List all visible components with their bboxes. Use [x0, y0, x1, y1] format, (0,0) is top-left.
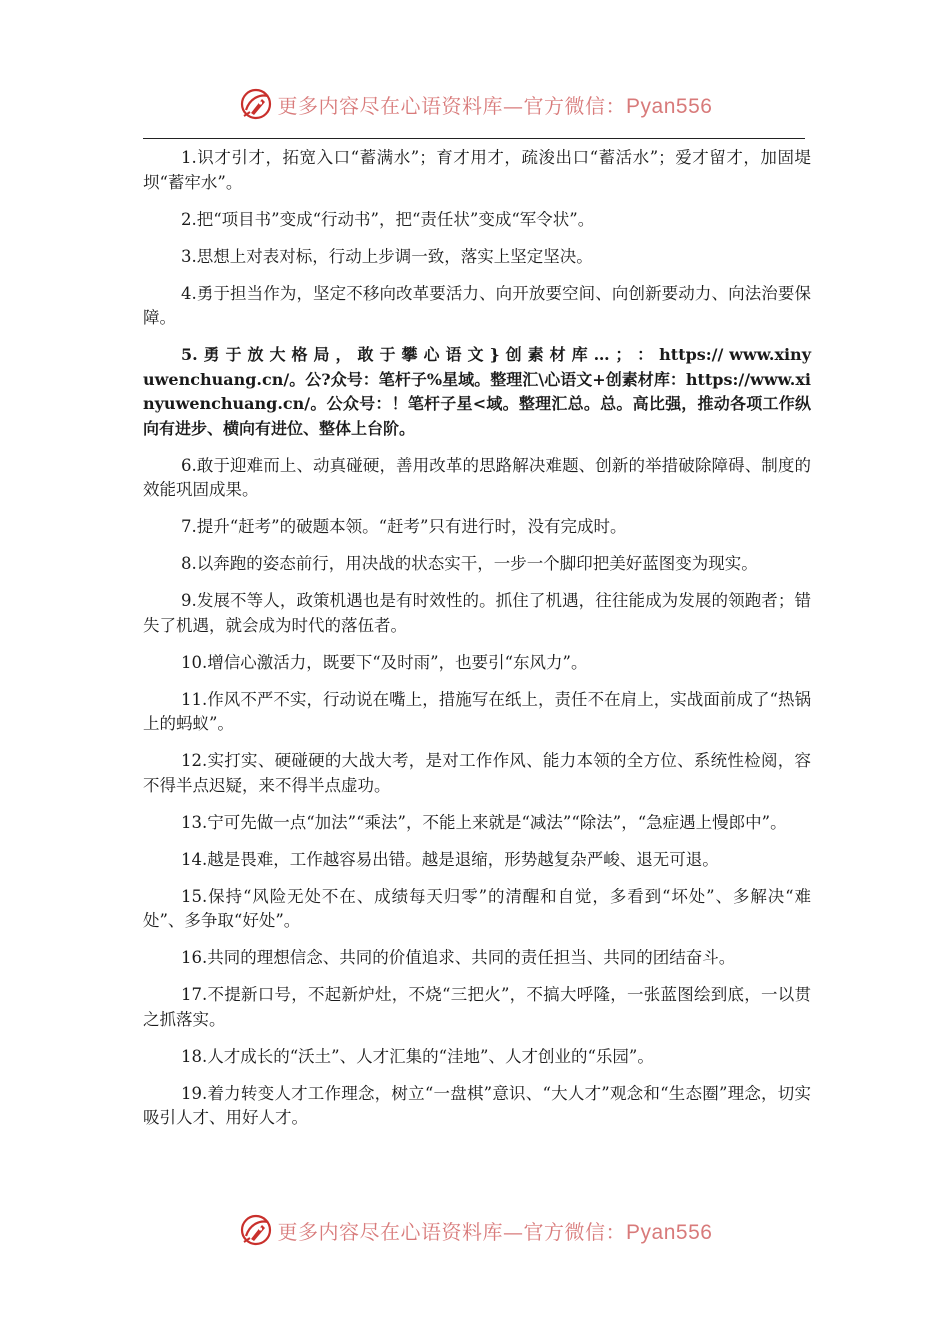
list-item: 16.共同的理想信念、共同的价值追求、共同的责任担当、共同的团结奋斗。 [181, 948, 736, 967]
list-item: 13.宁可先做一点“加法”“乘法”，不能上来就是“减法”“除法”，“急症遇上慢郎中”。 [181, 812, 787, 832]
list-item: 18.人才成长的“沃土”、人才汇集的“洼地”、人才创业的“乐园”。 [181, 1046, 654, 1066]
list-item: 3.思想上对表对标，行动上步调一致，落实上坚定坚决。 [181, 246, 593, 266]
pen-nib-logo-icon [238, 86, 274, 122]
list-item: 11.作风不严不实，行动说在嘴上，措施写在纸上，责任不在肩上，实战面前成了“热锅上的蚂蚁”。 [143, 689, 811, 733]
pen-nib-logo-icon [238, 1212, 274, 1248]
footer-wechat-id: Pyan556 [626, 1220, 713, 1244]
header-banner-cn: 更多内容尽在心语资料库—官方微信： [277, 93, 627, 118]
list-item: 14.越是畏难，工作越容易出错。越是退缩，形势越复杂严峻、退无可退。 [181, 849, 719, 869]
footer-banner-text [278, 1216, 713, 1245]
list-item: 17.不提新口号，不起新炉灶，不烧“三把火”，不搞大呼隆，一张蓝图绘到底，一以贯之抓落实。 [143, 985, 811, 1029]
list-item: 5. 勇 于 放 大 格 局 ， 敢 于 攀 心 语 文 } 创 素 材 库 … ； ： https:// www.xinyuwenchuang.cn/。公?众号：笔杆子%星域。整理汇\心语文+创素材库：https://www.xinyuwenchuang.cn/。公众号：！笔杆子星<域。整理汇总。总。高比强，推动各项工作纵向有进步、横向有进位、整体上台阶。 [143, 345, 811, 438]
list-item: 12.实打实、硬碰硬的大战大考，是对工作作风、能力本领的全方位、系统性检阅，容不得半点迟疑，来不得半点虚功。 [143, 751, 811, 795]
header-wechat-id: Pyan556 [626, 94, 713, 118]
header-divider [143, 138, 805, 139]
list-item: 1.识才引才，拓宽入口“蓄满水”；育才用才，疏浚出口“蓄活水”；爱才留才，加固堤坝“蓄牢水”。 [143, 148, 811, 192]
list-item: 19.着力转变人才工作理念，树立“一盘棋”意识、“大人才”观念和“生态圈”理念，切实吸引人才、用好人才。 [143, 1083, 811, 1127]
list-item: 6.敢于迎难而上、动真碰硬，善用改革的思路解决难题、创新的举措破除障碍、制度的效能巩固成果。 [143, 455, 811, 499]
list-item: 4.勇于担当作为，坚定不移向改革要活力、向开放要空间、向创新要动力、向法治要保障。 [143, 283, 811, 327]
list-item: 10.增信心激活力，既要下“及时雨”，也要引“东风力”。 [181, 652, 588, 672]
footer-banner [0, 1210, 950, 1250]
list-item: 7.提升“赶考”的破题本领。“赶考”只有进行时，没有完成时。 [181, 517, 627, 536]
header-banner [0, 84, 950, 124]
document-body [143, 146, 811, 1143]
list-item: 2.把“项目书”变成“行动书”，把“责任状”变成“军令状”。 [181, 209, 595, 229]
list-item: 15.保持“风险无处不在、成绩每天归零”的清醒和自觉，多看到“坏处”、多解决“难处”、多争取“好处”。 [143, 886, 811, 930]
list-item: 8.以奔跑的姿态前行，用决战的状态实干，一步一个脚印把美好蓝图变为现实。 [181, 554, 758, 573]
footer-banner-cn: 更多内容尽在心语资料库—官方微信： [277, 1219, 627, 1244]
list-item: 9.发展不等人，政策机遇也是有时效性的。抓住了机遇，往往能成为发展的领跑者；错失了机遇，就会成为时代的落伍者。 [143, 591, 811, 635]
header-banner-text [278, 90, 713, 119]
